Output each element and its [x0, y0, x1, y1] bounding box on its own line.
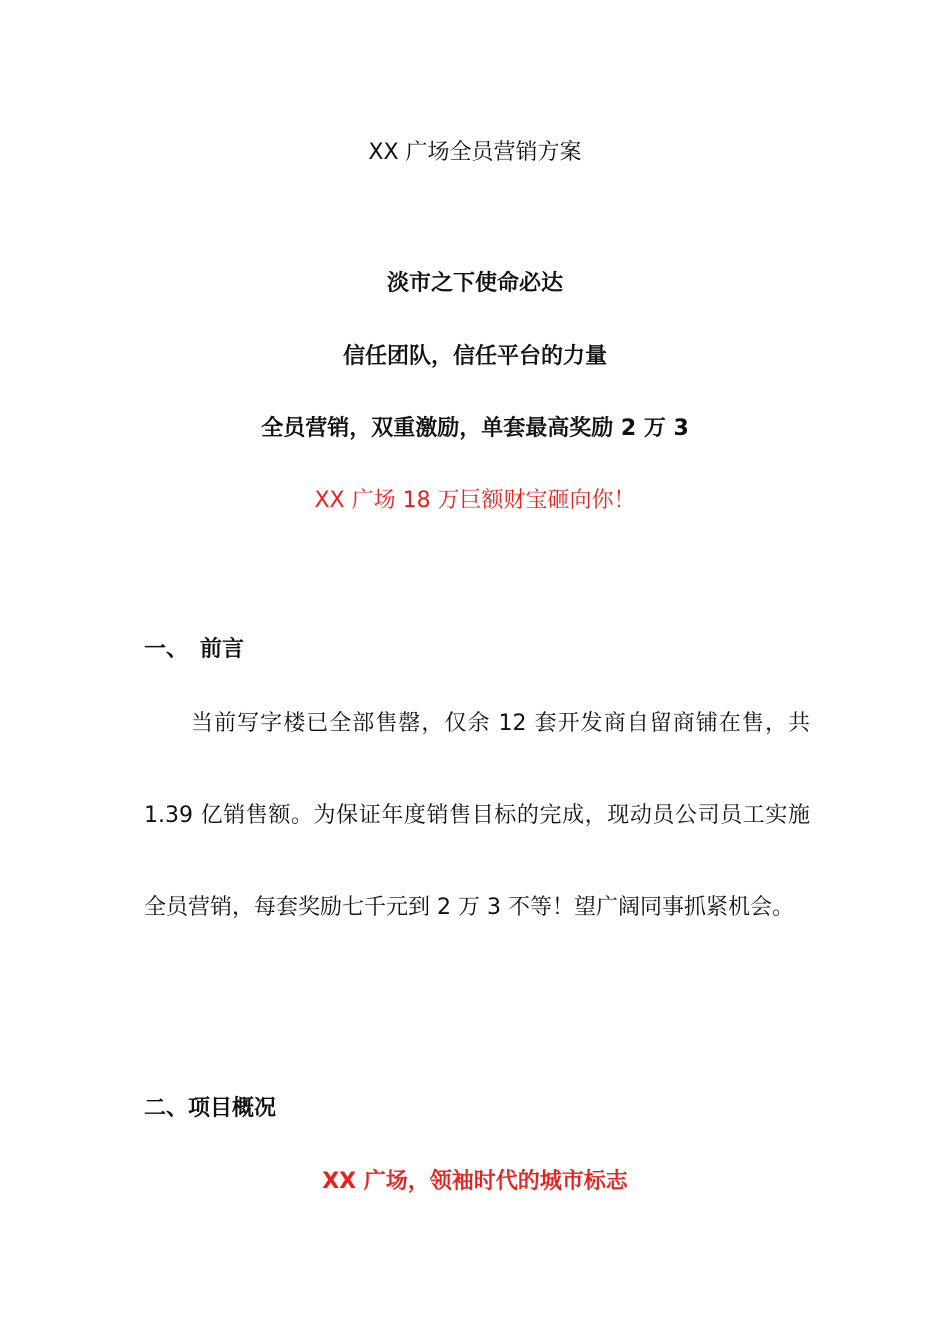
- section-number: 一、: [144, 637, 189, 662]
- project-tagline: XX 广场，领袖时代的城市标志: [322, 1169, 628, 1194]
- section-heading-preface: [144, 632, 244, 663]
- slogan-line-1: 淡市之下使命必达: [386, 271, 563, 296]
- slogan-line-3: 全员营销，双重激励，单套最高奖励 2 万 3: [261, 416, 689, 441]
- slogan-line-4-highlight: XX 广场 18 万巨额财宝砸向你！: [314, 488, 636, 513]
- section-title: 前言: [200, 637, 245, 662]
- preface-paragraph-text: 当前写字楼已全部售罄，仅余 12 套开发商自留商铺在售，共 1.39 亿销售额。为保证年度销售目标的完成，现动员公司员工实施全员营销，每套奖励七千元到 2 万 3 不等！望广阔同事抓紧机会。: [144, 711, 810, 920]
- slogan-line-2: 信任团队，信任平台的力量: [342, 344, 607, 369]
- section-heading-project-overview: 二、项目概况: [144, 1096, 277, 1121]
- preface-paragraph: [144, 678, 810, 954]
- document-title: XX 广场全员营销方案: [368, 140, 582, 165]
